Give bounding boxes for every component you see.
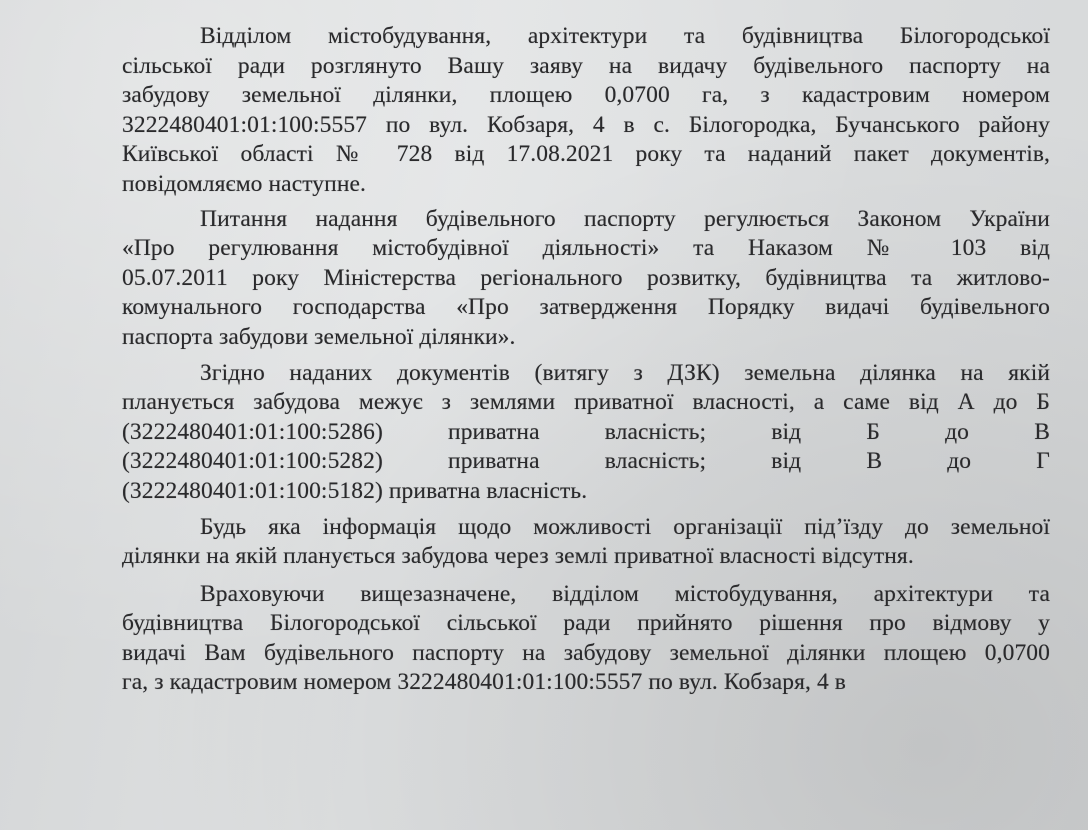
text-line bbox=[122, 418, 1050, 448]
text-line: Будь яка інформація щодо можливості організації під’їзду до земельної bbox=[200, 513, 1050, 540]
text-word: приватна bbox=[448, 448, 540, 475]
text-line: 3222480401:01:100:5557 по вул. Кобзаря, 4 в с. Білогородка, Бучанського району bbox=[122, 111, 1050, 138]
text-line: Київської області № 728 від 17.08.2021 року та наданий пакет документів, bbox=[122, 141, 1050, 168]
text-word: приватна bbox=[448, 418, 540, 445]
paragraph-access-info bbox=[122, 513, 1050, 572]
text-line: повідомляємо наступне. bbox=[122, 170, 367, 197]
text-word: власність; bbox=[604, 418, 707, 445]
text-line: га, з кадастровим номером 3222480401:01:100:5557 по вул. Кобзаря, 4 в bbox=[122, 669, 846, 696]
text-word: Б bbox=[866, 418, 880, 445]
text-word: В bbox=[866, 448, 883, 475]
text-line: Згідно наданих документів (витягу з ДЗК) земельна ділянка на якій bbox=[200, 359, 1050, 386]
text-line: сільської ради розглянуто Вашу заяву на видачу будівельного паспорту на bbox=[122, 52, 1050, 79]
paragraph-legal-basis bbox=[122, 205, 1050, 353]
text-line: планується забудова межує з землями приватної власності, а саме від А до Б bbox=[122, 389, 1050, 416]
text-line: паспорта забудови земельної ділянки». bbox=[122, 323, 516, 350]
text-line: «Про регулювання містобудівної діяльності» та Наказом № 103 від bbox=[122, 235, 1050, 262]
text-line: Питання надання будівельного паспорту регулюється Законом України bbox=[200, 205, 1050, 232]
text-word: В bbox=[1034, 418, 1050, 445]
text-line: видачі Вам будівельного паспорту на забудову земельної ділянки площею 0,0700 bbox=[122, 639, 1050, 666]
text-word: від bbox=[771, 418, 802, 445]
text-line: ділянки на якій планується забудова через землі приватної власності відсутня. bbox=[122, 543, 914, 570]
text-line: забудову земельної ділянки, площею 0,0700 га, з кадастровим номером bbox=[122, 82, 1050, 109]
paragraph-decision bbox=[122, 580, 1050, 698]
text-line: комунального господарства «Про затвердження Порядку видачі будівельного bbox=[122, 294, 1050, 321]
text-word: Г bbox=[1036, 448, 1050, 475]
paragraph-request-review bbox=[122, 22, 1050, 200]
text-word: від bbox=[771, 448, 802, 475]
text-word: (3222480401:01:100:5286) bbox=[122, 418, 383, 445]
paragraph-boundaries bbox=[122, 359, 1050, 507]
text-word: до bbox=[947, 448, 972, 475]
text-line: Враховуючи вищезазначене, відділом містобудування, архітектури та bbox=[200, 580, 1050, 607]
text-word: власність; bbox=[604, 448, 707, 475]
text-word: до bbox=[945, 418, 970, 445]
text-line: Відділом містобудування, архітектури та будівництва Білогородської bbox=[200, 23, 1050, 49]
text-line: (3222480401:01:100:5182) приватна власність. bbox=[122, 477, 588, 504]
text-line: 05.07.2011 року Міністерства регіонального розвитку, будівництва та житлово- bbox=[122, 264, 1050, 291]
text-line: будівництва Білогородської сільської ради прийнято рішення про відмову у bbox=[122, 610, 1050, 637]
text-line bbox=[122, 447, 1050, 477]
text-word: (3222480401:01:100:5282) bbox=[122, 448, 383, 475]
